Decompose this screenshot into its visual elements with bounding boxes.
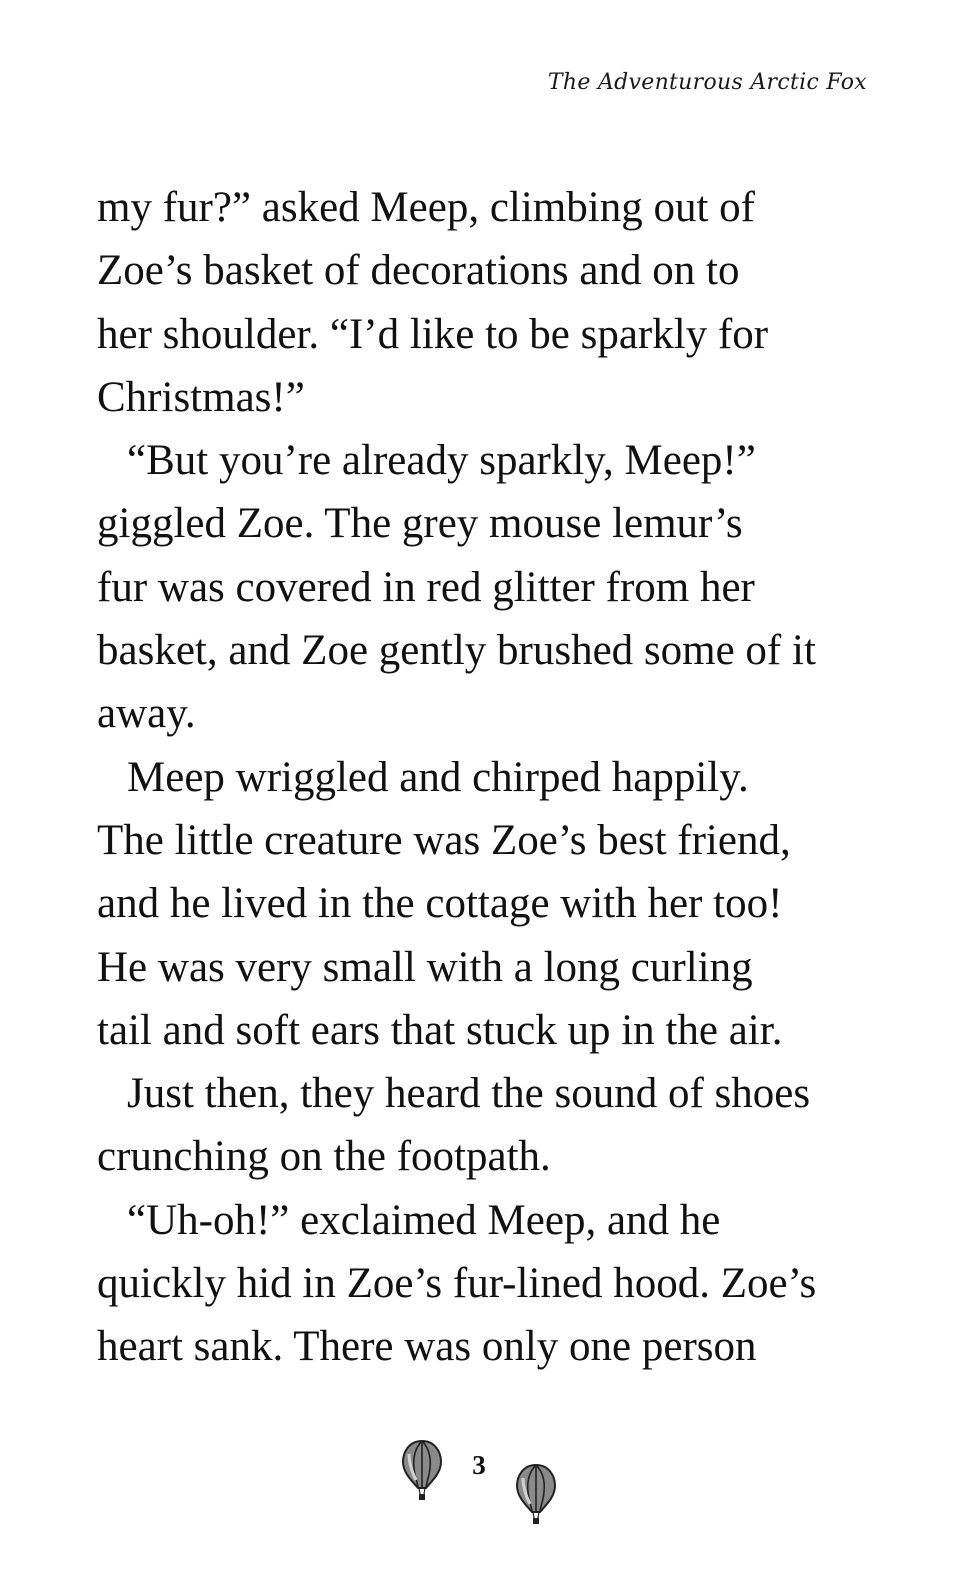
text-line: fur was covered in red glitter from her — [97, 563, 755, 611]
text-line: Zoe’s basket of decorations and on to — [97, 247, 740, 295]
text-line: away. — [97, 690, 196, 738]
text-line: heart sank. There was only one person — [97, 1323, 757, 1371]
text-line: Just then, they heard the sound of shoes — [127, 1070, 811, 1118]
text-line: “But you’re already sparkly, Meep!” — [127, 437, 756, 485]
hot-air-balloon-icon — [400, 1438, 444, 1508]
page-body — [97, 176, 887, 1379]
text-line: basket, and Zoe gently brushed some of it — [97, 627, 816, 675]
text-line: “Uh-oh!” exclaimed Meep, and he — [127, 1196, 721, 1244]
text-line: Christmas!” — [97, 373, 305, 421]
text-line: quickly hid in Zoe’s fur-lined hood. Zoe’s — [97, 1260, 817, 1308]
text-line: her shoulder. “I’d like to be sparkly for — [97, 310, 769, 358]
text-line: crunching on the footpath. — [97, 1133, 551, 1181]
text-line: Meep wriggled and chirped happily. — [127, 753, 749, 801]
page-footer — [0, 1428, 971, 1528]
page-number: 3 — [472, 1450, 486, 1480]
running-header: The Adventurous Arctic Fox — [547, 70, 867, 95]
text-line: my fur?” asked Meep, climbing out of — [97, 184, 755, 231]
text-line: The little creature was Zoe’s best friend, — [97, 816, 791, 864]
text-line: and he lived in the cottage with her too! — [97, 880, 783, 928]
text-line: giggled Zoe. The grey mouse lemur’s — [97, 500, 743, 548]
text-line: He was very small with a long curling — [97, 943, 753, 991]
text-line: tail and soft ears that stuck up in the air. — [97, 1006, 783, 1054]
hot-air-balloon-icon — [514, 1462, 558, 1532]
